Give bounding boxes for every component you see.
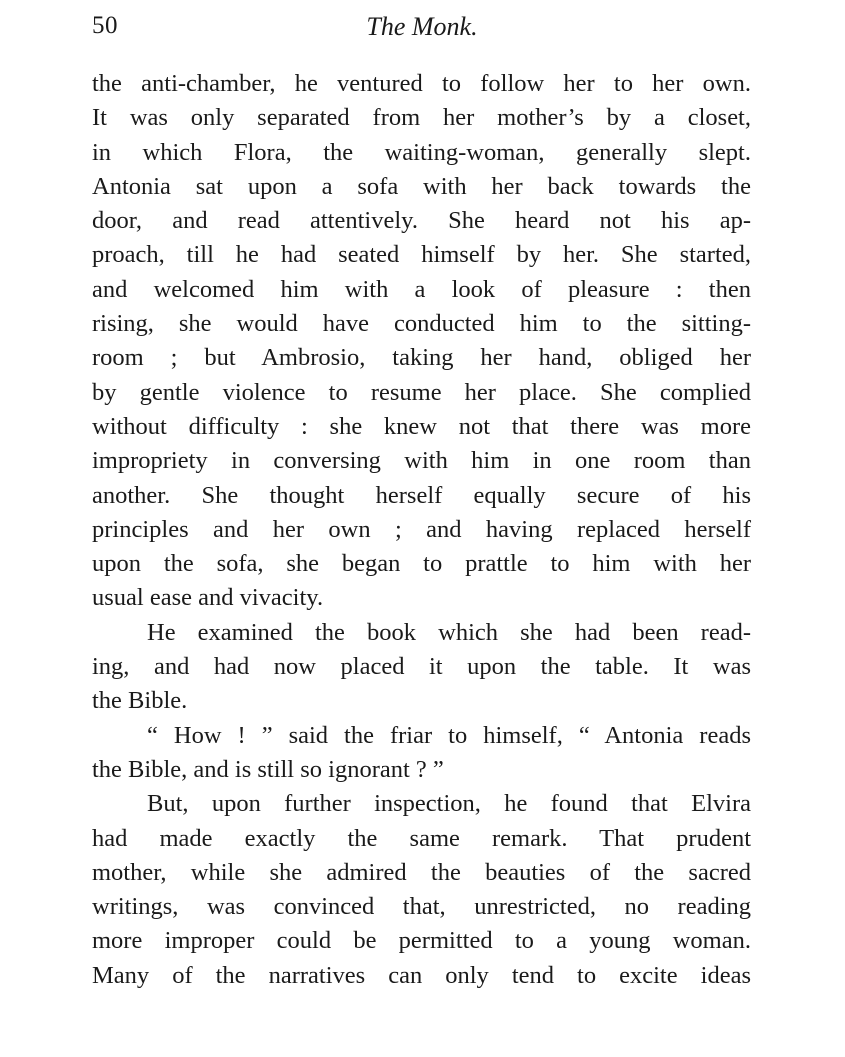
text-line: the Bible. bbox=[92, 687, 188, 715]
page-number: 50 bbox=[92, 12, 118, 39]
text-line: usual ease and vivacity. bbox=[92, 584, 324, 612]
text-line: impropriety in conversing with him in one room than bbox=[92, 447, 751, 475]
text-line: had made exactly the same remark. That prudent bbox=[92, 824, 751, 852]
text-line: Antonia sat upon a sofa with her back towards the bbox=[92, 172, 751, 200]
text-line: Many of the narratives can only tend to excite ideas bbox=[92, 961, 751, 989]
text-line: another. She thought herself equally secure of his bbox=[92, 481, 751, 509]
text-line: in which Flora, the waiting-woman, generally slept. bbox=[92, 138, 751, 166]
page-header bbox=[92, 12, 752, 48]
text-line: door, and read attentively. She heard not his ap- bbox=[92, 207, 751, 235]
text-line: more improper could be permitted to a young woman. bbox=[92, 927, 751, 955]
text-line: room ; but Ambrosio, taking her hand, obliged her bbox=[92, 344, 751, 372]
text-line: the Bible, and is still so ignorant ? ” bbox=[92, 755, 444, 783]
running-title: The Monk. bbox=[366, 12, 478, 41]
text-line: proach, till he had seated himself by her. She started, bbox=[92, 241, 751, 269]
text-line: mother, while she admired the beauties of the sacred bbox=[92, 858, 751, 886]
text-line: upon the sofa, she began to prattle to him with her bbox=[92, 550, 751, 578]
text-line: He examined the book which she had been read- bbox=[147, 618, 751, 646]
text-line: the anti-chamber, he ventured to follow her to her own. bbox=[92, 70, 751, 97]
text-line: without difficulty : she knew not that there was more bbox=[92, 412, 751, 440]
text-line: by gentle violence to resume her place. She complied bbox=[92, 378, 751, 406]
text-line: writings, was convinced that, unrestricted, no reading bbox=[92, 893, 751, 921]
text-line: “ How ! ” said the friar to himself, “ Antonia reads bbox=[147, 721, 751, 749]
text-line: But, upon further inspection, he found that Elvira bbox=[147, 790, 751, 818]
text-line: principles and her own ; and having replaced herself bbox=[92, 515, 751, 543]
body-text bbox=[92, 67, 751, 993]
text-line: rising, she would have conducted him to the sitting- bbox=[92, 310, 751, 338]
text-line: and welcomed him with a look of pleasure : then bbox=[92, 275, 751, 303]
text-line: ing, and had now placed it upon the table. It was bbox=[92, 653, 751, 681]
text-line: It was only separated from her mother’s by a closet, bbox=[92, 104, 751, 132]
